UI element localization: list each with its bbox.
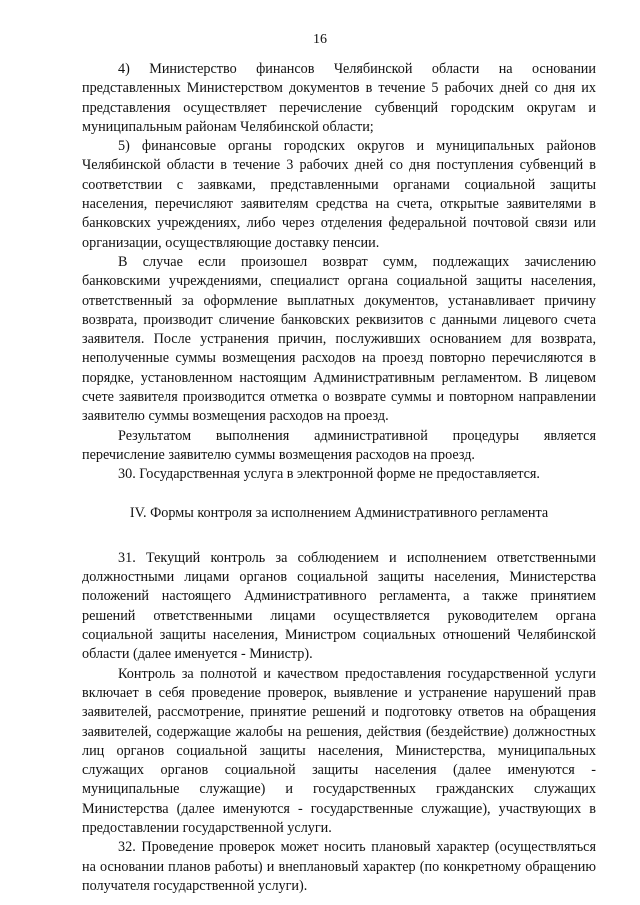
paragraph-result: Результатом выполнения административной процедуры является перечисление заявителю суммы возмещения расходов на проезд.: [82, 427, 596, 463]
paragraph-item-5: 5) финансовые органы городских округов и муниципальных районов Челябинской области в течение 3 рабочих дней со дня поступления субвенций в соответствии с заявками, представленными органами социальной защиты населения, перечисляют заявителям средства на счета, открытые заявителями в банковских учреждениях, либо через отделения федеральной почтовой связи или организации, осуществляющие доставку пенсии.: [82, 138, 596, 251]
document-body: [82, 60, 596, 896]
paragraph-30: 30. Государственная услуга в электронной форме не предоставляется.: [118, 466, 540, 483]
paragraph-control: Контроль за полнотой и качеством предоставления государственной услуги включает в себя проведение проверок, выявление и устранение нарушений прав заявителей, рассмотрение, принятие решений и подготовку ответов на обращения заявителей, содержащие жалобы на решения, действия (бездействие) должностных лиц органов социальной защиты населения, Министерства, муниципальных служащих органов социальной защиты населения (далее именуются - муниципальные служащие) и государственных гражданских служащих Министерства (далее именуются - государственные служащие), участвующих в предоставлении государственной услуги.: [82, 665, 596, 836]
paragraph-refund: В случае если произошел возврат сумм, подлежащих зачислению банковскими учреждениями, специалист органа социальной защиты населения, ответственный за оформление выплатных документов, устанавливает причину возврата, производит сличение банковских реквизитов с данными лицевого счета заявителя. После устранения причин, послуживших основанием для возврата, неполученные суммы возмещения расходов на проезд повторно перечисляются в порядке, установленном настоящим Административным регламентом. В лицевом счете заявителя производится отметка о возврате суммы и повторном направлении заявителю суммы возмещения расходов на проезд.: [82, 253, 596, 425]
paragraph-32: 32. Проведение проверок может носить плановый характер (осуществляться на основании планов работы) и внеплановый характер (по конкретному обращению получателя государственной услуги).: [82, 839, 596, 894]
page-number: 16: [313, 32, 327, 47]
section-heading: IV. Формы контроля за исполнением Административного регламента: [129, 504, 549, 521]
paragraph-31: 31. Текущий контроль за соблюдением и исполнением ответственными должностными лицами органов социальной защиты населения, Министерства положений настоящего Административного регламента, а также принятием решений ответственными лицами осуществляется руководителем органа социальной защиты населения, Министром социальных отношений Челябинской области (далее именуется - Министр).: [82, 549, 596, 663]
paragraph-item-4: 4) Министерство финансов Челябинской области на основании представленных Министерством документов в течение 5 рабочих дней со дня их представления осуществляет перечисление субвенций городским округам и муниципальным районам Челябинской области;: [82, 61, 596, 135]
